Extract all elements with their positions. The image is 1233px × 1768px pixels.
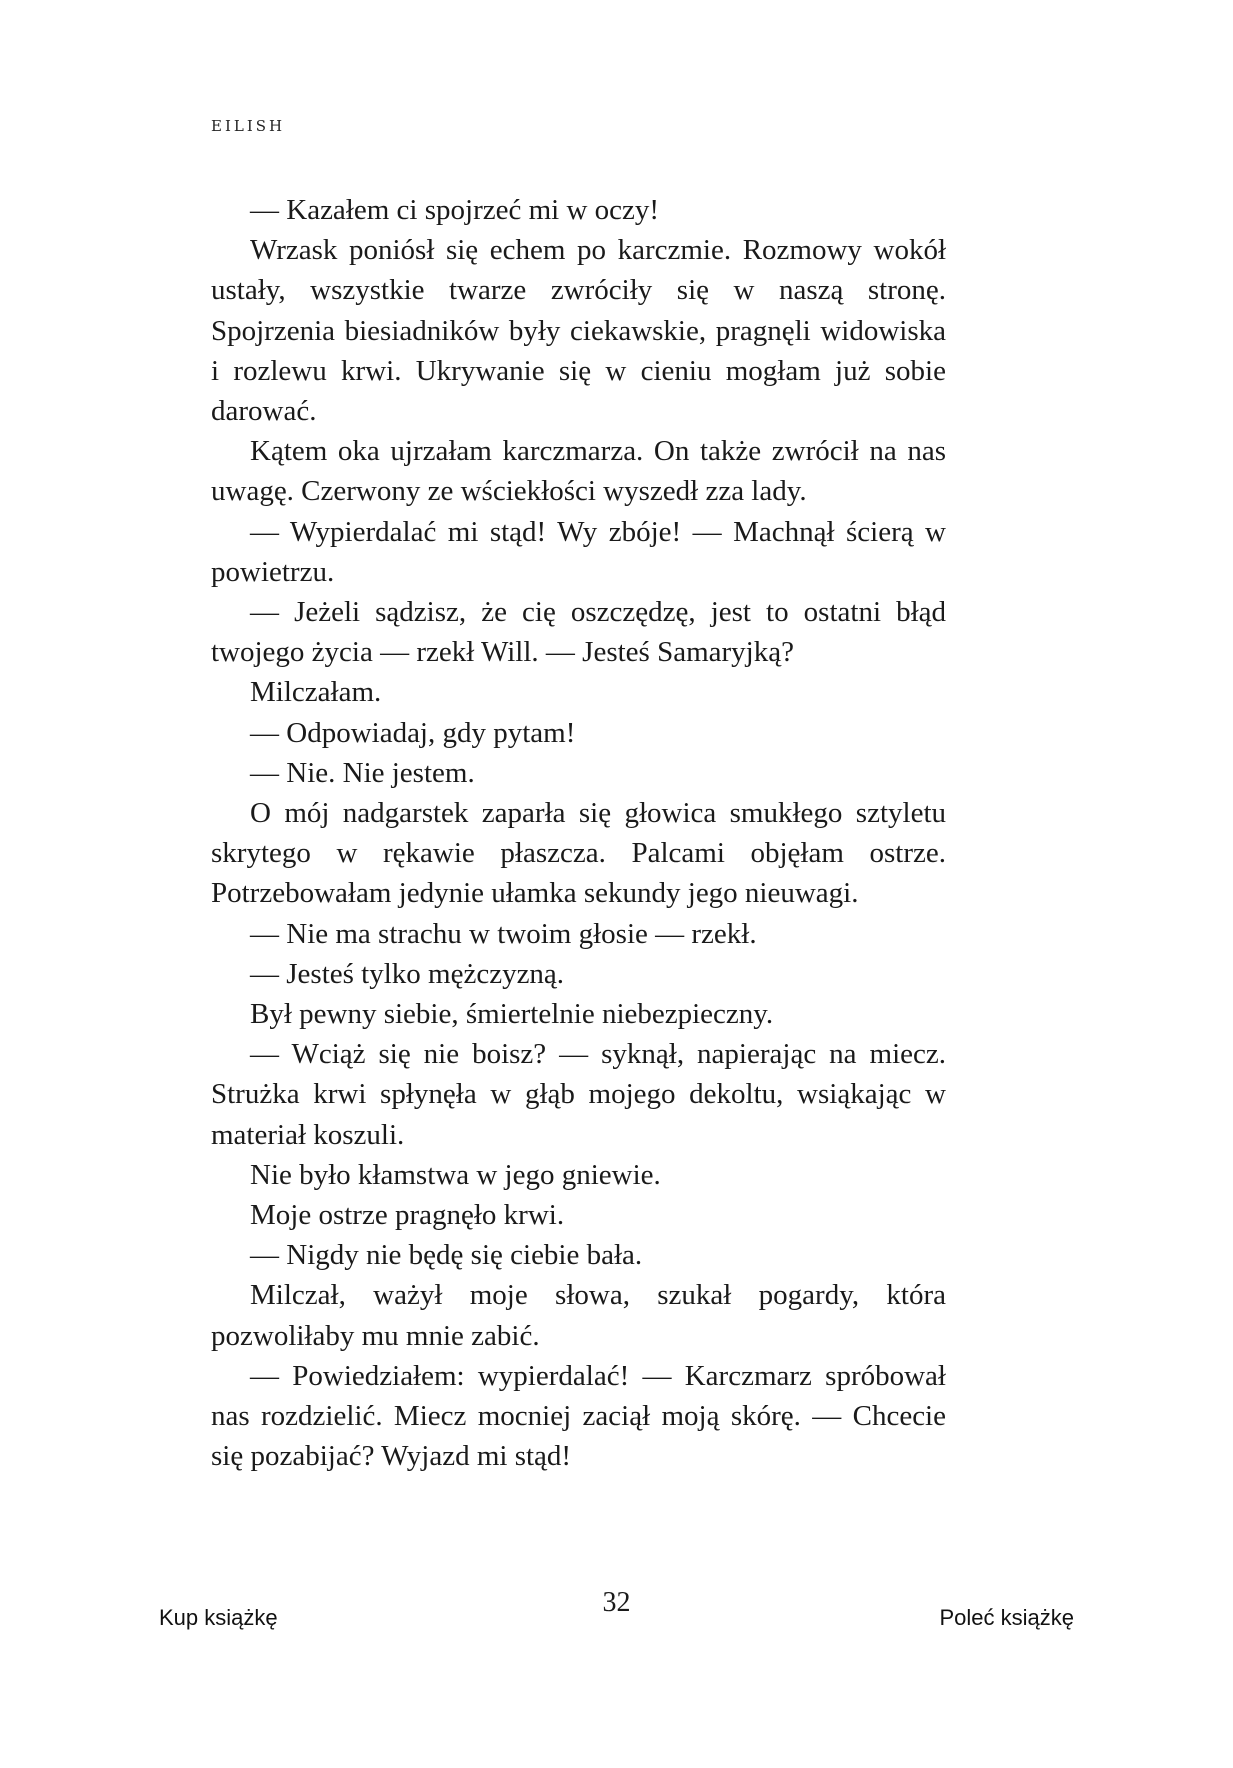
paragraph: — Kazałem ci spojrzeć mi w oczy! [250,194,660,226]
recommend-book-link[interactable]: Poleć książkę [939,1605,1074,1630]
running-head: EILISH [211,117,286,135]
paragraph: Wrzask poniósł się echem po karczmie. Rozmowy wokół ustały, wszystkie twarze zwróciły się w naszą stronę. Spojrzenia biesiadników były ciekawskie, pragnęli widowiska i rozlewu krwi. Ukrywanie się w cieniu mogłam już sobie darować. [211,234,946,428]
paragraph: Moje ostrze pragnęło krwi. [250,1199,565,1232]
paragraph: — Wciąż się nie boisz? — syknął, napierając na miecz. Strużka krwi spłynęła w głąb mojego dekoltu, wsiąkając w materiał koszuli. [211,1038,946,1151]
page-number: 32 [602,1587,631,1618]
paragraph: — Nie. Nie jestem. [250,756,475,789]
paragraph: Milczałam. [250,676,382,709]
paragraph: — Jeżeli sądzisz, że cię oszczędzę, jest to ostatni błąd twojego życia — rzekł Will. — Jesteś Samaryjką? [211,596,946,669]
paragraph: — Odpowiadaj, gdy pytam! [250,716,576,749]
body-text [211,190,946,1477]
paragraph: — Jesteś tylko mężczyzną. [250,957,565,990]
paragraph: — Nie ma strachu w twoim głosie — rzekł. [250,917,757,950]
buy-book-link[interactable]: Kup książkę [159,1605,278,1630]
paragraph: O mój nadgarstek zaparła się głowica smukłego sztyletu skrytego w rękawie płaszcza. Palcami objęłam ostrze. Potrzebowałam jedynie ułamka sekundy jego nieuwagi. [211,797,946,910]
paragraph: Kątem oka ujrzałam karczmarza. On także zwrócił na nas uwagę. Czerwony ze wściekłości wyszedł zza lady. [211,435,946,508]
paragraph: Nie było kłamstwa w jego gniewie. [250,1158,661,1191]
paragraph: — Powiedziałem: wypierdalać! — Karczmarz spróbował nas rozdzielić. Miecz mocniej zaciął moją skórę. — Chcecie się pozabijać? Wyjazd mi stąd! [211,1359,946,1473]
paragraph: — Wypierdalać mi stąd! Wy zbóje! — Machnął ścierą w powietrzu. [211,515,946,588]
paragraph: Był pewny siebie, śmiertelnie niebezpieczny. [250,998,774,1031]
paragraph: — Nigdy nie będę się ciebie bała. [250,1239,643,1272]
paragraph: Milczał, ważył moje słowa, szukał pogardy, która pozwoliłaby mu mnie zabić. [211,1279,946,1352]
